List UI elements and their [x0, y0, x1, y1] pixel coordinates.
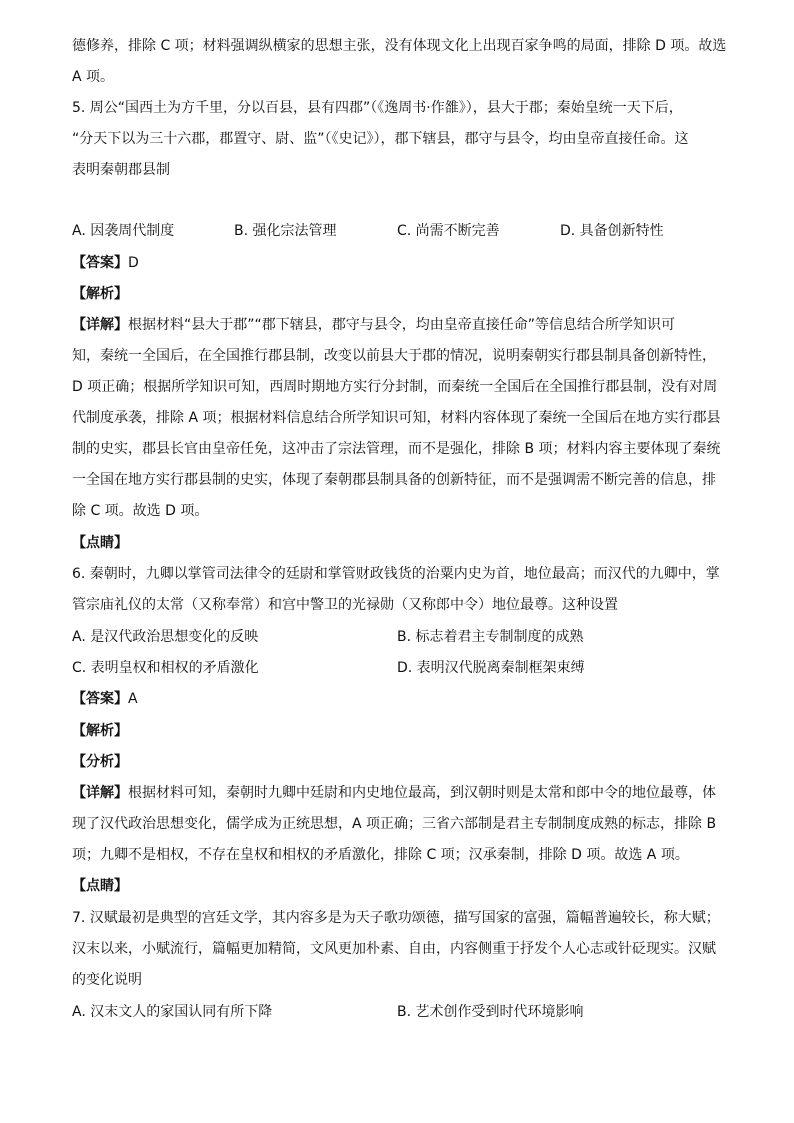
q5-option-c: C. 尚需不断完善 — [397, 223, 500, 239]
q6-detail-line-2: 现了汉代政治思想变化，儒学成为正统思想，A 项正确；三省六部制是君主专制制度成熟的标志，排除 B — [72, 816, 717, 832]
q5-detail-line-1 — [72, 315, 732, 335]
q7-stem-line-1: 7. 汉赋最初是典型的宫廷文学，其内容多是为天子歌功颂德，描写国家的富强，篇幅普遍较长，称大赋； — [72, 910, 720, 926]
q5-option-a: A. 因袭周代制度 — [72, 223, 175, 239]
q6-detail-text-1: 根据材料可知，秦朝时九卿中廷尉和内史地位最高，到汉朝时则是太常和郎中令的地位最尊，体 — [128, 785, 716, 801]
q6-answer-value: A — [128, 691, 138, 707]
q5-stem-line-2: “分天下以为三十六郡，郡置守、尉、监”（《史记》），郡下辖县，郡守与县令，均由皇帝直接任命。这 — [72, 131, 689, 147]
q4-tail-line-1: 德修养，排除 C 项；材料强调纵横家的思想主张，没有体现文化上出现百家争鸣的局面，排除 D 项。故选 — [72, 38, 727, 54]
q6-detail-line-1 — [72, 783, 732, 803]
q5-detail-line-5: 制的史实，郡县长官由皇帝任免，这冲击了宗法管理，而不是强化，排除 B 项；材料内容主要体现了秦统 — [72, 441, 721, 457]
q6-fenxi-label: 【分析】 — [72, 754, 128, 770]
q6-option-b: B. 标志着君主专制制度的成熟 — [397, 629, 584, 645]
q5-detail-label: 【详解】 — [72, 317, 128, 333]
q7-option-b: B. 艺术创作受到时代环境影响 — [397, 1004, 584, 1020]
q6-detail-line-3: 项；九卿不是相权，不存在皇权和相权的矛盾激化，排除 C 项；汉承秦制，排除 D 项。故选 A 项。 — [72, 847, 689, 863]
q5-detail-line-7: 除 C 项。故选 D 项。 — [72, 503, 209, 519]
q5-detail-text-1: 根据材料“县大于郡”“郡下辖县，郡守与县令，均由皇帝直接任命”等信息结合所学知识可 — [128, 317, 676, 333]
q6-answer-label: 【答案】 — [72, 691, 128, 707]
q4-tail-line-2: A 项。 — [72, 69, 115, 85]
q5-answer — [72, 253, 732, 273]
q5-detail-line-3: D 项正确；根据所学知识可知，西周时期地方实行分封制，而秦统一全国后在全国推行郡县制，没有对周 — [72, 379, 718, 395]
q5-option-d: D. 具备创新特性 — [560, 223, 664, 239]
q6-option-c: C. 表明皇权和相权的矛盾激化 — [72, 660, 259, 676]
q6-answer — [72, 689, 732, 709]
q7-stem-line-3: 的变化说明 — [72, 972, 142, 988]
q5-option-b: B. 强化宗法管理 — [234, 223, 337, 239]
q7-stem-line-2: 汉末以来，小赋流行，篇幅更加精简，文风更加朴素、自由，内容侧重于抒发个人心志或针砭现实。汉赋 — [72, 941, 716, 957]
q5-answer-value: D — [128, 255, 139, 271]
q5-detail-line-4: 代制度承袭，排除 A 项；根据材料信息结合所学知识可知，材料内容体现了秦统一全国后在地方实行郡县 — [72, 410, 721, 426]
q5-answer-label: 【答案】 — [72, 255, 128, 271]
q6-option-d: D. 表明汉代脱离秦制框架束缚 — [397, 660, 585, 676]
q5-detail-line-2: 知，秦统一全国后，在全国推行郡县制，改变以前县大于郡的情况，说明秦朝实行郡县制具备创新特性， — [72, 348, 716, 364]
q6-analysis-label: 【解析】 — [72, 723, 128, 739]
q5-analysis-label: 【解析】 — [72, 286, 128, 302]
q5-detail-line-6: 一全国在地方实行郡县制的史实，体现了秦朝郡县制具备的创新特征，而不是强调需不断完善的信息，排 — [72, 472, 716, 488]
q6-option-a: A. 是汉代政治思想变化的反映 — [72, 629, 259, 645]
q5-point-label: 【点睛】 — [72, 535, 128, 551]
q6-stem-line-1: 6. 秦朝时，九卿以掌管司法律令的廷尉和掌管财政钱货的治粟内史为首，地位最高；而汉代的九卿中，掌 — [72, 566, 720, 582]
q6-stem-line-2: 管宗庙礼仪的太常（又称奉常）和宫中警卫的光禄勋（又称郎中令）地位最尊。这种设置 — [72, 597, 618, 613]
q5-stem-line-3: 表明秦朝郡县制 — [72, 162, 170, 178]
q6-point-label: 【点睛】 — [72, 878, 128, 894]
q7-option-a: A. 汉末文人的家国认同有所下降 — [72, 1004, 273, 1020]
q6-detail-label: 【详解】 — [72, 785, 128, 801]
q5-stem-line-1: 5. 周公“国西土为方千里，分以百县，县有四郡”（《逸周书·作雒》），县大于郡；秦始皇统一天下后， — [72, 100, 683, 116]
